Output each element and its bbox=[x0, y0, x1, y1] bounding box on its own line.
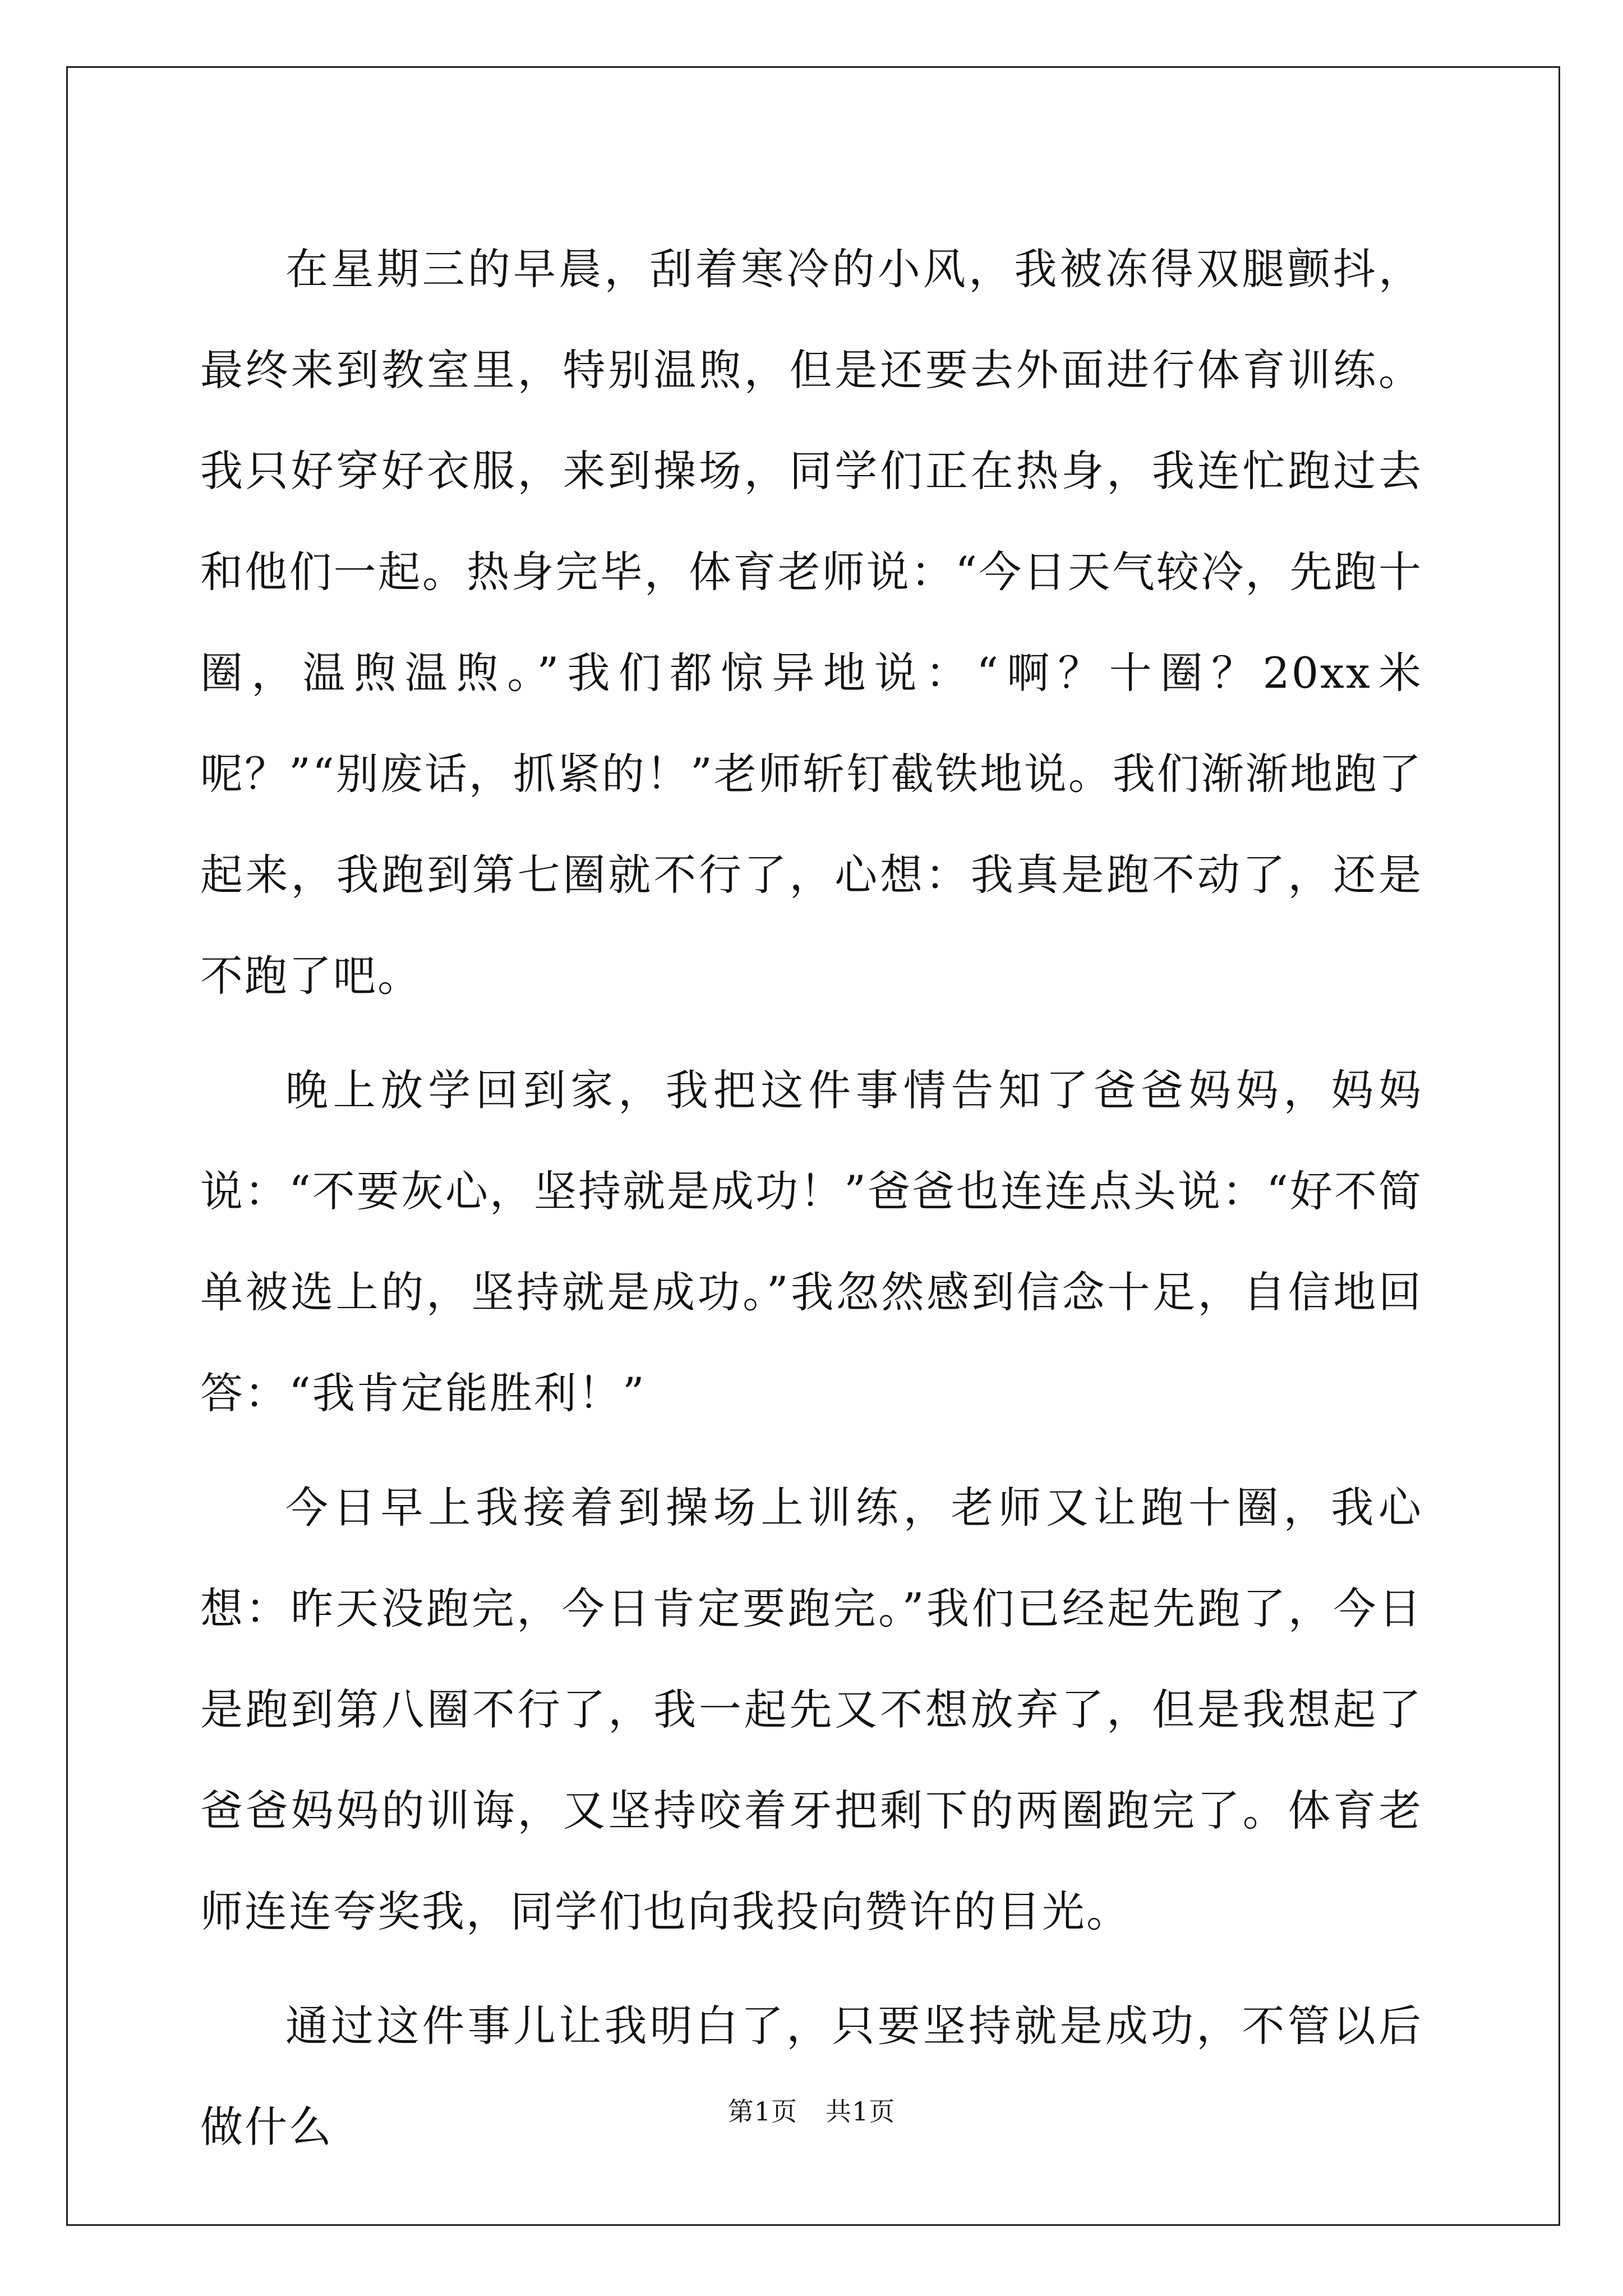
page-number-total: 共1页 bbox=[826, 2096, 896, 2127]
page-number-current: 第1页 bbox=[727, 2096, 797, 2127]
paragraph-3: 今日早上我接着到操场上训练，老师又让跑十圈，我心想：昨天没跑完，今日肯定要跑完。”我们已经起先跑了，今日是跑到第八圈不行了，我一起先又不想放弃了，但是我想起了爸爸妈妈的训诲，又坚持咬着牙把剩下的两圈跑完了。体育老师连连夸奖我，同学们也向我投向赞许的目光。 bbox=[200, 1483, 1423, 1936]
page-footer bbox=[0, 2091, 1623, 2128]
paragraph-4: 通过这件事儿让我明白了，只要坚持就是成功，不管以后做什么 bbox=[200, 2001, 1423, 2152]
paragraph-2: 晚上放学回到家，我把这件事情告知了爸爸妈妈，妈妈说：“不要灰心，坚持就是成功！”爸爸也连连点头说：“好不简单被选上的，坚持就是成功。”我忽然感到信念十足，自信地回答：“我肯定能胜利！” bbox=[200, 1065, 1423, 1418]
paragraph-1: 在星期三的早晨，刮着寒冷的小风，我被冻得双腿颤抖，最终来到教室里，特别温煦，但是还要去外面进行体育训练。我只好穿好衣服，来到操场，同学们正在热身，我连忙跑过去和他们一起。热身完毕，体育老师说：“今日天气较冷，先跑十圈，温煦温煦。”我们都惊异地说：“啊？十圈？20xx米呢？”“别废话，抓紧的！”老师斩钉截铁地说。我们渐渐地跑了起来，我跑到第七圈就不行了，心想：我真是跑不动了，还是不跑了吧。 bbox=[200, 244, 1423, 1001]
document-body bbox=[200, 219, 1423, 2191]
